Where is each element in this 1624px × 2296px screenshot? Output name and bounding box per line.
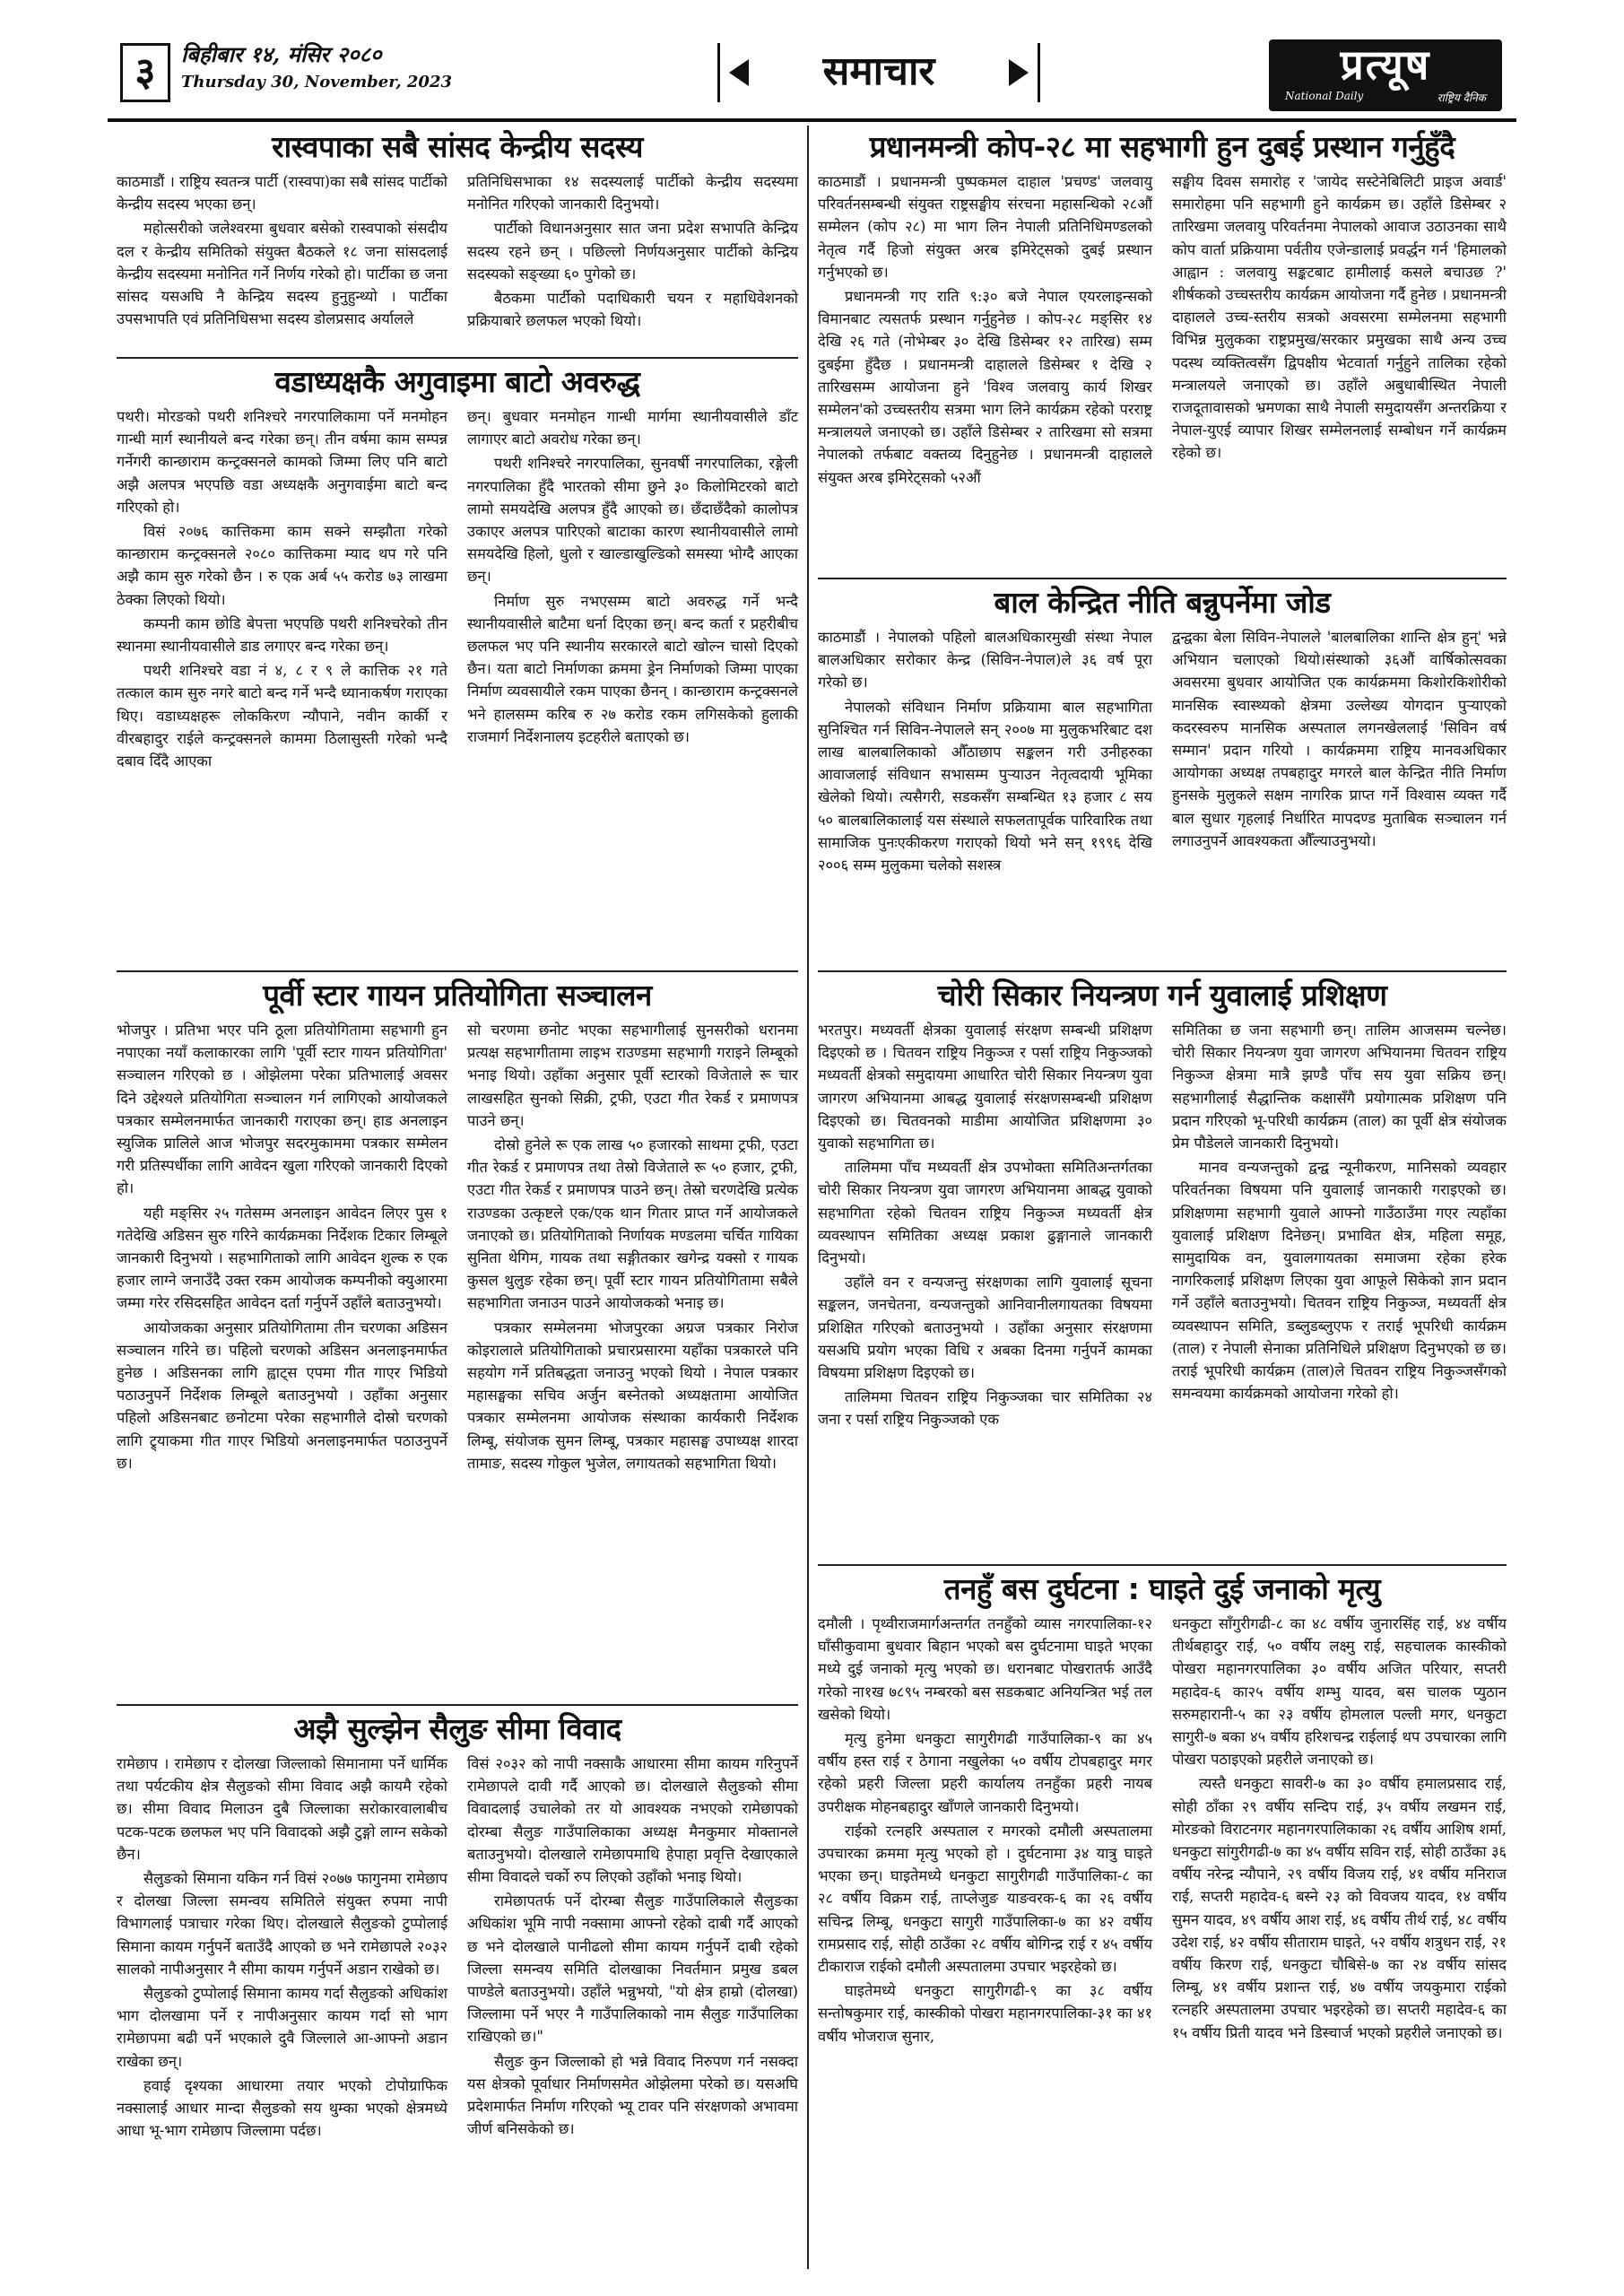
- headline: पूर्वी स्टार गायन प्रतियोगिता सञ्चालन: [263, 978, 652, 1013]
- paragraph: भरतपुर। मध्यवर्ती क्षेत्रका युवालाई संरक्षण सम्बन्धी प्रशिक्षण दिइएको छ । चितवन राष्ट्रिय निकुञ्ज र पर्सा राष्ट्रिय निकुञ्जको मध्यवर्ती क्षेत्रको समुदायमा आधारित चोरी सिकार नियन्त्रण युवा जागरण अभियानमा आबद्ध युवालाई संरक्षणसम्बन्धी प्रशिक्षण दिइएको छ। चितवनको माडीमा आयोजित प्रशिक्षणमा ३० युवाको सहभागिता छ।: [818, 1022, 1152, 1152]
- section-banner: [717, 43, 1040, 102]
- article-divider: [818, 1564, 1507, 1566]
- paragraph: महोत्सरीको जलेश्वरमा बुधवार बसेको रास्वपाको संसदीय दल र केन्द्रीय समितिको संयुक्त बैठकले १८ जना सांसदलाई केन्द्रीय सदस्यमा मनोनित गर्ने निर्णय गरेको हो। पार्टीका छ जना सांसद यसअघि नै केन्द्रिय सदस्य हुनुहुन्थ्यो । पार्टीका उपसभापति एवं प्रतिनिधिसभा सदस्य डोलप्रसाद अर्यालले: [117, 220, 447, 328]
- date-nepali: बिहीबार १४, मंसिर २०८०: [181, 41, 382, 67]
- paragraph: विसं २०३२ को नापी नक्साकै आधारमा सीमा कायम गरिनुपर्ने रामेछापले दावी गर्दै आएको छ। दोलखाले सैलुङको सीमा विवादलाई उचालेको तर यो आवश्यक नभएको रामेछापको दोरम्बा सैलुङ गाउँपालिकाका अध्यक्ष मैनकुमार मोक्तानले बताउनुभयो। दोलखाले रामेछापमाथि हेपाहा प्रवृत्ति देखाएकाले सीमा विवादले चर्को रुप लिएको उहाँको भनाइ थियो।: [467, 1755, 798, 1886]
- masthead: [108, 34, 1516, 122]
- paragraph: पथरी शनिश्चरे नगरपालिका, सुनवर्षी नगरपालिका, रङ्गेली नगरपालिका हुँदै भारतको सीमा छुने ३० किलोमिटरको बाटो लामो समयदेखि अलपत्र हुँदै आएको छ। छँदाछँदैको कालोपत्र उकाएर अलपत्र पारिएको बाटाका कारण स्थानीयवासीले लामो समयदेखि हिलो, धुलो र खाल्डाखुल्डिको समस्या भोग्दै आएका छन्।: [467, 455, 798, 586]
- text-column: [818, 626, 1152, 878]
- paragraph: पथरी शनिश्चरे वडा नं ४, ८ र ९ ले कात्तिक २१ गते तत्काल काम सुरु नगरे बाटो बन्द गर्ने भन्दै ध्यानाकर्षण गराएका थिए। वडाध्यक्षहरू लोककिरण न्यौपाने, नवीन कार्की र वीरबहादुर राईले कन्ट्रक्सनले काममा ठिलासुस्ती गरेको भन्दै दबाव दिँदै आएका: [117, 662, 447, 770]
- article-divider: [818, 578, 1507, 579]
- headline: रास्वपाका सबै सांसद केन्द्रीय सदस्य: [272, 129, 643, 164]
- logo-sub-english: National Daily: [1285, 90, 1364, 102]
- paragraph: दोस्रो हुनेले रू एक लाख ५० हजारको साथमा ट्रफी, एउटा गीत रेकर्ड र प्रमाणपत्र तथा तेस्रो विजेताले रू ५० हजार, ट्रफी, एउटा गीत रेकर्ड र प्रमाणपत्र पाउने छन्। तेस्रो चरणदेखि प्रत्येक राउण्डका उत्कृष्टले एक/एक थान गितार प्राप्त गर्ने आयोजकले जनाएको छ। प्रतियोगिताको निर्णायक मण्डलमा चर्चित गायिका सुनिता थेगिम, गायक तथा सङ्गीतकार खगेन्द्र यक्सो र गायक कुसल थुलुङ रहेका छन्। पूर्वी स्टार गायन प्रतियोगितामा सबैले सहभागिता जनाउन पाउने आयोजकको भनाइ छ।: [467, 1136, 798, 1312]
- paragraph: राईको रत्नहरि अस्पताल र मगरको दमौली अस्पतालमा उपचारका क्रममा मृत्यु भएको हो । दुर्घटनामा ३४ यात्रु घाइते भएका छन्। घाइतेमध्ये धनकुटा सागुरीगढी गाउँपालिका-८ का २८ वर्षीय विक्रम राई, ताप्लेजुङ याङवरक-६ का २६ वर्षीय सचिन्द्र लिम्बू, धनकुटा सागुरी गाउँपालिका-७ का ४२ वर्षीय रामप्रसाद राई, सोही ठाउँका २८ वर्षीय बोगिन्द्र राई र ४५ वर्षीय टीकाराज राईको दमौली अस्पतालमा उपचार भइरहेको छ।: [818, 1822, 1152, 1976]
- paragraph: यही मङ्सिर २५ गतेसम्म अनलाइन आवेदन लिएर पुस १ गतेदेखि अडिसन सुरु गरिने कार्यक्रमका निर्देशक टिकार लिम्बूले जानकारी दिनुभयो । सहभागिताको लागि आवेदन शुल्क रु एक हजार लाग्ने जनाउँदै उक्त रकम आयोजक कम्पनीको क्युआरमा जम्मा गरेर रसिदसहित आवेदन दर्ता गर्नुपर्ने उहाँले बताउनुभयो।: [117, 1204, 447, 1312]
- date-english: Thursday 30, November, 2023: [181, 73, 453, 91]
- paragraph: समितिका छ जना सहभागी छन्। तालिम आजसम्म चल्नेछ। चोरी सिकार नियन्त्रण युवा जागरण अभियानमा चितवन राष्ट्रिय निकुञ्ज क्षेत्रमा मात्रै झण्डै पाँच सय युवा सक्रिय छन्। सहभागीलाई सैद्धान्तिक कक्षासँगै प्रयोगात्मक प्रशिक्षण पनि प्रदान गरिएको भू-परिधी कार्यक्रम (ताल) का पूर्वी क्षेत्र संयोजक प्रेम पौडेलले जानकारी दिनुभयो।: [1172, 1022, 1507, 1152]
- paragraph: सैलुङको टुप्पोलाई सिमाना कामय गर्दा सैलुङको अधिकांश भाग दोलखामा पर्ने र नापीअनुसार कायम गर्दा सो भाग रामेछापमा बढी पर्ने भएकाले दुवै जिल्लाले आ-आफ्नो अडान राखेका छन्।: [117, 1985, 447, 2070]
- paragraph: बैठकमा पार्टीको पदाधिकारी चयन र महाधिवेशनको प्रक्रियाबारे छलफल भएको थियो।: [467, 290, 798, 330]
- arrow-right-icon: [1009, 59, 1029, 86]
- paragraph: काठमाडौं । प्रधानमन्त्री पुष्पकमल दाहाल 'प्रचण्ड' जलवायु परिवर्तनसम्बन्धी संयुक्त राष्ट्रसङ्घीय संरचना महासन्धिको २८औं सम्मेलन (कोप २८) मा भाग लिन नेपाली प्रतिनिधिमण्डलको नेतृत्व गर्दै हिजो संयुक्त अरब इमिरेट्सको दुबई प्रस्थान गर्नुभएको छ।: [818, 173, 1152, 281]
- paragraph: विसं २०७६ कात्तिकमा काम सक्ने सम्झौता गरेको कान्छाराम कन्ट्रक्सनले २०८० कात्तिकमा म्याद थप गरे पनि अझै काम सुरु गरेको छैन । रु एक अर्ब ५५ करोड ७३ लाखमा ठेक्का लिएको थियो।: [117, 523, 447, 608]
- paragraph: धनकुटा साँगुरीगढी-८ का ४८ वर्षीय जुनारसिंह राई, ४४ वर्षीय तीर्थबहादुर राई, ५० वर्षीय लक्ष्मु राई, सहचालक कास्कीको पोखरा महानगरपालिका ३० वर्षीय अजित परियार, सप्तरी महादेव-६ का२५ वर्षीय शम्भु यादव, बस चालक प्युठान सरुमहारानी-५ का २३ वर्षीय होमलाल पल्ली मगर, धनकुटा सागुरी-७ बका ४५ वर्षीय हरिशचन्द्र राईलाई थप उपचारका लागि पोखरा पठाइएको प्रहरीले जनाएको छ।: [1172, 1615, 1507, 1769]
- paragraph: त्यस्तै धनकुटा सावरी-७ का ३० वर्षीय हमालप्रसाद राई, सोही ठाँका २९ वर्षीय सन्दिप राई, ३५ वर्षीय लखमन राई, मोरङको विराटनगर महानगरपालिकाका २६ वर्षीय आशिष शर्मा, धनकुटा सांगुरीगढी-७ का ४५ वर्षीय सविन राई, सोही ठाउँका ३६ वर्षीय नरेन्द्र न्यौपाने, २९ वर्षीय विजय राई, ४१ वर्षीय मनिराज राई, सप्तरी महादेव-६ बस्ने २३ को विवजय यादव, १४ वर्षीय सुमन यादव, ४९ वर्षीय आश राई, ४६ वर्षीय तीर्थ राई, ४८ वर्षीय उदेश राई, ४२ वर्षीय सीताराम घाइते, ५२ वर्षीय शत्रुधन राई, २१ वर्षीय किरण राई, धनकुटा चौबिसे-७ का २४ वर्षीय सांसद लिम्बू, ४१ वर्षीय प्रशान्त राई, ४७ वर्षीय जयकुमारा राईको रत्नहरि अस्पतालमा उपचार भइरहेको छ। सप्तरी महादेव-६ का १५ वर्षीय प्रिती यादव भने डिस्चार्ज भएको प्रहरीले जनाएको छ।: [1172, 1775, 1507, 2041]
- text-column: [117, 405, 447, 774]
- section-title: समाचार: [822, 48, 935, 94]
- paragraph: रामेछापतर्फ पर्ने दोरम्बा सैलुङ गाउँपालिकाले सैलुङका अधिकांश भूमि नापी नक्सामा आफ्नो रहेको दाबी गर्दै आएको छ भने दोलखाले पानीढलो सीमा कायम गर्नुपर्ने दाबी रहेको जिल्ला समन्वय समिति दोलखाका निवर्तमान प्रमुख डबल पाण्डेले बताउनुभयो। उहाँले भन्नुभयो, "यो क्षेत्र हाम्रो (दोलखा) जिल्लामा पर्ने भएर नै गाउँपालिकाको नाम सैलुङ गाउँपालिका राखिएको छ।": [467, 1892, 798, 2046]
- paragraph: हवाई दृश्यका आधारमा तयार भएको टोपोग्राफिक नक्सालाई आधार मान्दा सैलुङको सय थुम्का भएको क्षेत्रमध्ये आधा भू-भाग रामेछाप जिल्लामा पर्दछ।: [117, 2076, 447, 2140]
- headline: चोरी सिकार नियन्त्रण गर्न युवालाई प्रशिक्षण: [937, 978, 1387, 1013]
- paragraph: द्वन्द्वका बेला सिविन-नेपालले 'बालबालिका शान्ति क्षेत्र हुन्' भन्ने अभियान चलाएको थियो।संस्थाको ३६औं वार्षिकोत्सवका अवसरमा बुधवार आयोजित एक कार्यक्रममा किशोरकिशोरीको मानसिक स्वास्थ्यको क्षेत्रमा उल्लेख्य योगदान पुऱ्याएको कदरस्वरुप मानसिक अस्पताल लगनखेललाई 'सिविन वर्ष सम्मान' प्रदान गरियो । कार्यक्रममा राष्ट्रिय मानवअधिकार आयोगका अध्यक्ष तपबहादुर मगरले बाल केन्द्रित नीति निर्माण हुनसके मुलुकले सक्षम नागरिक प्राप्त गर्ने विश्वास व्यक्त गर्दै बाल सुधार गृहलाई निर्धारित मापदण्ड मुताबिक सञ्चालन गर्न लगाउनुपर्ने आवश्यकता औँल्याउनुभयो।: [1172, 629, 1507, 849]
- headline: बाल केन्द्रित नीति बन्नुपर्नेमा जोड: [994, 585, 1331, 620]
- paragraph: तालिममा पाँच मध्यवर्ती क्षेत्र उपभोक्ता समितिअन्तर्गतका चोरी सिकार नियन्त्रण युवा जागरण अभियानमा आबद्ध युवाको सहभागिता रहेको चितवन राष्ट्रिय निकुञ्ज मध्यवर्ती क्षेत्र व्यवस्थापन समितिका अध्यक्ष प्रकाश ढुङ्गानाले जानकारी दिनुभयो।: [818, 1159, 1152, 1267]
- text-column: [467, 1019, 798, 1476]
- text-column: [117, 170, 447, 334]
- text-column: [818, 1019, 1152, 1433]
- text-column: [818, 1613, 1152, 2049]
- paragraph: प्रधानमन्त्री गए राति ९:३० बजे नेपाल एयरलाइन्सको विमानबाट त्यसतर्फ प्रस्थान गर्नुहुनेछ । कोप-२८ मङ्सिर १४ देखि २६ गते (नोभेम्बर ३० देखि डिसेम्बर १२ तारिख) सम्म दुबईमा हुँदैछ । प्रधानमन्त्री दाहालले डिसेम्बर १ देखि २ तारिखसम्म आयोजना हुने 'विश्व जलवायु कार्य शिखर सम्मेलन'को उच्चस्तरीय सत्रमा भाग लिने कार्यक्रम रहेको परराष्ट्र मन्त्रालयले जनाएको छ। उहाँले डिसेम्बर २ तारिखमा सो सत्रमा नेपालको तर्फबाट वक्तव्य दिनुहुनेछ । प्रधानमन्त्री दाहालले संयुक्त अरब इमिरेट्सको ५२औं: [818, 288, 1152, 486]
- column-divider: [807, 126, 809, 2269]
- paragraph: मानव वन्यजन्तुको द्वन्द्व न्यूनीकरण, मानिसको व्यवहार परिवर्तनका विषयमा पनि युवालाई जानकारी गराइएको छ। प्रशिक्षणमा सहभागी युवाले आफ्नो गाउँठाउँमा गएर त्यहाँका युवालाई प्रशिक्षण दिनेछन्। प्रभावित क्षेत्र, महिला समूह, सामुदायिक वन, युवालगायतका समाजमा रहेका हरेक नागरिकलाई प्रशिक्षण लिएका युवा आफूले सिकेको ज्ञान प्रदान गर्ने उहाँले बताउनुभयो। चितवन राष्ट्रिय निकुञ्ज, मध्यवर्ती क्षेत्र व्यवस्थापन समिति, डब्लुडब्लुएफ र तराई भूपरिधी कार्यक्रम (ताल) र नेपाली सेनाका प्रतिनिधिले प्रशिक्षण दिनुभएको छ छ। तराई भूपरिधी कार्यक्रम (ताल)ले चितवन राष्ट्रिय निकुञ्जसँगको समन्वयमा कार्यक्रमको आयोजना गरेको हो।: [1172, 1159, 1507, 1403]
- paragraph: तालिममा चितवन राष्ट्रिय निकुञ्जका चार समितिका २४ जना र पर्सा राष्ट्रिय निकुञ्जको एक: [818, 1388, 1152, 1429]
- paragraph: कम्पनी काम छोडि बेपत्ता भएपछि पथरी शनिश्चरेको तीन स्थानमा स्थानीयवासीले डाड लगाएर बन्द गरेका छन्।: [117, 614, 447, 656]
- text-column: [467, 170, 798, 334]
- paragraph: निर्माण सुरु नभएसम्म बाटो अवरुद्ध गर्ने भन्दै स्थानीयवासीले बाटैमा धर्ना दिएका छन्। बन्द कर्ता र प्रहरीबीच छलफल भए पनि स्थानीय सरकारले बाटो खोल्न चासो दिएको छैन। यता बाटो निर्माणका क्रममा ड्रेन निर्माणको जिम्मा पाएका निर्माण व्यवसायीले रकम पाएका छैनन् । कान्छाराम कन्ट्रक्सनले भने हालसम्म करिब रु २७ करोड रकम लगिसकेको हुलाकी राजमार्ग निर्देशनालय इटहरीले बताएको छ।: [467, 592, 798, 745]
- paragraph: पार्टीको विधानअनुसार सात जना प्रदेश सभापति केन्द्रिय सदस्य रहने छन् । पछिल्लो निर्णयअनुसार पार्टीको केन्द्रिय सदस्यको सङ्ख्या ६० पुगेको छ।: [467, 220, 798, 283]
- paragraph: मृत्यु हुनेमा धनकुटा सागुरीगढी गाउँपालिका-९ का ४५ वर्षीय हस्त राई र ठेगाना नखुलेका ५० वर्षीय टोपबहादुर मगर रहेको प्रहरी जिल्ला प्रहरी कार्यालय तनहुँका प्रहरी नायब उपरीक्षक मोहनबहादुर खाँणले जानकारी दिनुभयो।: [818, 1730, 1152, 1815]
- paragraph: घाइतेमध्ये धनकुटा सागुरीगढी-९ का ३८ वर्षीय सन्तोषकुमार राई, कास्कीको पोखरा महानगरपालिका-३१ का ४१ वर्षीय भोजराज सुनार,: [818, 1982, 1152, 2045]
- paragraph: छन्। बुधवार मनमोहन गान्धी मार्गमा स्थानीयवासीले डाँट लागाएर बाटो अवरोध गरेका छन्।: [467, 408, 798, 448]
- article: [818, 1570, 1507, 2049]
- article: [117, 362, 798, 774]
- paragraph: भोजपुर । प्रतिभा भएर पनि ठूला प्रतियोगितामा सहभागी हुन नपाएका नयाँ कलाकारका लागि 'पूर्वी स्टार गायन प्रतियोगिता' सञ्चालन गरिएको छ । ओझेलमा परेका प्रतिभालाई अवसर दिने उद्देश्यले प्रतियोगिता सञ्चालन गर्न लागिएको आयोजकले पत्रकार सम्मेलनमार्फत जानकारी गराएका छन्। हाड अनलाइन स्युजिक प्रालिले आज भोजपुर सदरमुकाममा पत्रकार सम्मेलन गरी प्रतिस्पर्धीका लागि आवेदन खुला गरिएको जानकारी दिएको हो।: [117, 1022, 447, 1197]
- article: [117, 127, 798, 334]
- text-column: [818, 170, 1152, 491]
- paragraph: सो चरणमा छनोट भएका सहभागीलाई सुनसरीको धरानमा प्रत्यक्ष सहभागीतामा लाइभ राउण्डमा सहभागी गराइने लिम्बूको भनाइ थियो। उहाँका अनुसार पूर्वी स्टारको विजेताले रू चार लाखसहित सुनको सिक्री, ट्रफी, एउटा गीत रेकर्ड र प्रमाणपत्र पाउने छन्।: [467, 1022, 798, 1129]
- text-column: [1172, 170, 1507, 491]
- article: [818, 127, 1507, 491]
- headline: तनहुँ बस दुर्घटना : घाइते दुई जनाको मृत्यु: [943, 1571, 1381, 1606]
- article: [117, 1709, 798, 2144]
- paragraph: दमौली । पृथ्वीराजमार्गअन्तर्गत तनहुँको व्यास नगरपालिका-१२ घाँसीकुवामा बुधवार बिहान भएको बस दुर्घटनामा घाइते भएका मध्ये दुई जनाको मृत्यु भएको छ। धरानबाट पोखरातर्फ आउँदै गरेको ना१ख ७८९५ नम्बरको बस सडकबाट अनियन्त्रित भई तल खसेको थियो।: [818, 1615, 1152, 1723]
- headline: अझै सुल्झेन सैलुङ सीमा विवाद: [293, 1711, 621, 1746]
- paragraph: सैलुङ कुन जिल्लाको हो भन्ने विवाद निरुपण गर्न नसक्दा यस क्षेत्रको पूर्वाधार निर्माणसमेत ओझेलमा परेको छ। यसअघि प्रदेशमार्फत निर्माण गरिएको भ्यू टावर पनि संरक्षणको अभावमा जीर्ण बनिसकेको छ।: [467, 2052, 798, 2138]
- paragraph: उहाँले वन र वन्यजन्तु संरक्षणका लागि युवालाई सूचना सङ्कलन, जनचेतना, वन्यजन्तुको आनिवानीलगायतका विषयमा प्रशिक्षित गरिएको बताउनुभयो । उहाँका अनुसार संरक्षणमा यसअघि प्रयोग भएका विधि र अबका दिनमा गर्नुपर्ने कामका विषयमा प्रशिक्षण दिइएको छ।: [818, 1274, 1152, 1382]
- newspaper-logo: [1269, 39, 1502, 111]
- article-divider: [117, 1704, 798, 1706]
- article: [818, 583, 1507, 878]
- paragraph: आयोजकका अनुसार प्रतियोगितामा तीन चरणका अडिसन सञ्चालन गरिने छ। पहिलो चरणको अडिसन अनलाइनमार्फत हुनेछ । अडिसनका लागि ह्वाट्स एपमा गीत गाएर भिडियो पठाउनुपर्ने निर्देशक लिम्बूले बताउनुभयो । उहाँका अनुसार पहिलो अडिसनबाट छनोटमा परेका सहभागीले दोस्रो चरणको लागि ट्र्याकमा गीत गाएर भिडियो अनलाइनमार्फत पठाउनुपर्ने छ।: [117, 1318, 447, 1472]
- article: [818, 976, 1507, 1433]
- page-number: ३: [120, 43, 170, 102]
- logo-sub-nepali: राष्ट्रिय दैनिक: [1437, 91, 1486, 104]
- text-column: [467, 405, 798, 774]
- paragraph: प्रतिनिधिसभाका १४ सदस्यलाई पार्टीको केन्द्रीय सदस्यमा मनोनित गरिएको जानकारी दिनुभयो।: [467, 173, 798, 213]
- paragraph: सैलुङको सिमाना यकिन गर्न विसं २०७७ फागुनमा रामेछाप र दोलखा जिल्ला समन्वय समितिले संयुक्त रुपमा नापी विभागलाई पत्राचार गरेका थिए। दोलखाले सैलुङको टुप्पोलाई सिमाना कायम गर्नुपर्ने बताउँदै आएको छ भने रामेछापले २०३२ सालको नापीअनुसार नै सीमा कायम गर्नुपर्ने अडान राखेको छ।: [117, 1870, 447, 1978]
- text-column: [117, 1019, 447, 1476]
- paragraph: काठमाडौं । राष्ट्रिय स्वतन्त्र पार्टी (रास्वपा)का सबै सांसद पार्टीको केन्द्रीय सदस्य भएका छन्।: [117, 173, 447, 213]
- headline: प्रधानमन्त्री कोप-२८ मा सहभागी हुन दुबई प्रस्थान गर्नुहुँदै: [869, 129, 1455, 164]
- text-column: [1172, 1019, 1507, 1433]
- text-column: [117, 1752, 447, 2144]
- text-column: [1172, 626, 1507, 878]
- article-divider: [117, 970, 798, 972]
- dateline: [181, 39, 452, 91]
- text-column: [1172, 1613, 1507, 2049]
- article: [117, 976, 798, 1476]
- article-divider: [818, 970, 1507, 972]
- logo-title: प्रत्यूष: [1340, 40, 1431, 89]
- paragraph: रामेछाप । रामेछाप र दोलखा जिल्लाको सिमानामा पर्ने धार्मिक तथा पर्यटकीय क्षेत्र सैलुङको सीमा विवाद अझै कायमै रहेको छ। सीमा विवाद मिलाउन दुबै जिल्लाका सरोकारवालाबीच पटक-पटक छलफल भए पनि विवादको अझै टुङ्गो लाग्न सकेको छैन।: [117, 1755, 447, 1863]
- article-divider: [117, 357, 798, 359]
- paragraph: काठमाडौं । नेपालको पहिलो बालअधिकारमुखी संस्था नेपाल बालअधिकार सरोकार केन्द्र (सिविन-नेपाल)ले ३६ वर्ष पूरा गरेको छ।: [818, 629, 1152, 691]
- text-column: [467, 1752, 798, 2144]
- paragraph: सङ्घीय दिवस समारोह र 'जायेद सस्टेनेबिलिटी प्राइज अवार्ड' समारोहमा पनि सहभागी हुने कार्यक्रम छ। उहाँले डिसेम्बर २ तारिखमा जलवायु परिवर्तनमा नेपालको आवाज उठाउनका साथै कोप वार्ता प्रक्रियामा पर्वतीय एजेन्डालाई प्रवर्द्धन गर्न 'हिमालको आह्वान : जलवायु सङ्कटबाट हामीलाई कसले बचाउछ ?' शीर्षकको उच्चस्तरीय कार्यक्रम आयोजना गर्दै हुनेछ । प्रधानमन्त्री दाहालले उच्च-स्तरीय सत्रको अवसरमा सम्मेलनमा सहभागी विभिन्न मुलुकका राष्ट्रप्रमुख/सरकार प्रमुखका साथै अन्य उच्च पदस्थ व्यक्तित्वसँग द्विपक्षीय भेटवार्ता गर्नुहुने तालिका रहेको मन्त्रालयले जनाएको छ। उहाँले अबुधाबीस्थित नेपाली राजदूतावासको भ्रमणका साथै नेपाली समुदायसँग अन्तरक्रिया र नेपाल-युएई व्यापार शिखर सम्मेलनलाई सम्बोधन गर्ने कार्यक्रम रहेको छ।: [1172, 173, 1507, 462]
- paragraph: नेपालको संविधान निर्माण प्रक्रियामा बाल सहभागिता सुनिश्चित गर्न सिविन-नेपालले सन् २००७ मा मुलुकभरिबाट दश लाख बालबालिकाको औँठाछाप सङ्कलन गरी उनीहरुका आवाजलाई संविधान सभासम्म पुऱ्याउन नेतृत्वदायी भूमिका खेलेको थियो। त्यसैगरी, सडकसँग सम्बन्धित १३ हजार ८ सय ५० बालबालिकालाई यस संस्थाले सफलतापूर्वक पारिवारिक तथा सामाजिक पुनःएकीकरण गराएको थियो भने सन् १९९६ देखि २००६ सम्म मुलुकमा चलेको सशस्त्र: [818, 698, 1152, 874]
- headline: वडाध्यक्षकै अगुवाइमा बाटो अवरुद्ध: [274, 364, 640, 399]
- paragraph: पत्रकार सम्मेलनमा भोजपुरका अग्रज पत्रकार निरोज कोइरालाले प्रतियोगिताको प्रचारप्रसारमा यहाँका पत्रकारले पनि सहयोग गर्ने प्रतिबद्धता जनाउनु भएको थियो । नेपाल पत्रकार महासङ्घका सचिव अर्जुन बस्नेतको अध्यक्षतामा आयोजित पत्रकार सम्मेलनमा आयोजक संस्थाका कार्यकारी निर्देशक लिम्बू, संयोजक सुमन लिम्बू, पत्रकार महासङ्घ उपाध्यक्ष शारदा तामाङ, सदस्य गोकुल भुजेल, लगायतको सहभागिता थियो।: [467, 1318, 798, 1472]
- arrow-left-icon: [729, 59, 749, 86]
- paragraph: पथरी। मोरङको पथरी शनिश्चरे नगरपालिकामा पर्ने मनमोहन गान्धी मार्ग स्थानीयले बन्द गरेका छन्। तीन वर्षमा काम सम्पन्न गर्नेगरी कान्छाराम कन्ट्रक्सनले कामको जिम्मा लिए पनि बाटो अझै अलपत्र भएपछि वडा अध्यक्षकै अनुगवाईमा बाटो बन्द गरिएको हो।: [117, 408, 447, 516]
